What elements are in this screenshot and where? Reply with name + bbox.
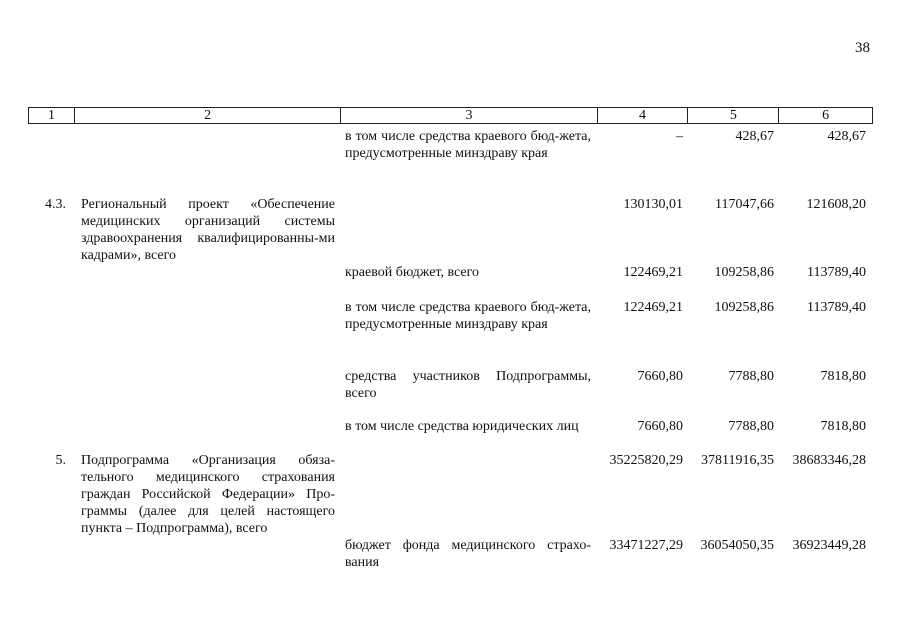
value-col-5: 109258,86 <box>714 265 774 280</box>
funding-source: в том числе средства краевого бюд-жета, предусмотренные минздраву края <box>345 129 591 161</box>
column-header-2: 2 <box>75 108 341 123</box>
funding-source: в том числе средства юридических лиц <box>345 419 579 434</box>
item-number: 4.3. <box>45 197 66 212</box>
funding-source: краевой бюджет, всего <box>345 265 480 280</box>
column-header-4: 4 <box>598 108 689 123</box>
column-header-1: 1 <box>29 108 75 123</box>
value-col-6: 121608,20 <box>806 197 866 212</box>
funding-source: бюджет фонда медицинского страхо-вания <box>345 538 591 570</box>
item-name: Региональный проект «Обеспечение медицинских организаций системы здравоохранения квалифицированны-ми кадрами», всего <box>81 197 335 263</box>
column-header-5: 5 <box>688 108 779 123</box>
value-col-6: 113789,40 <box>807 300 866 315</box>
value-col-5: 7788,80 <box>728 369 774 384</box>
value-col-6: 36923449,28 <box>792 538 866 553</box>
value-col-5: 109258,86 <box>714 300 774 315</box>
value-col-4: 130130,01 <box>623 197 683 212</box>
value-col-4: 35225820,29 <box>609 453 683 468</box>
page-number: 38 <box>855 40 870 56</box>
value-col-4: 122469,21 <box>623 300 683 315</box>
value-col-6: 38683346,28 <box>792 453 866 468</box>
value-col-5: 117047,66 <box>715 197 774 212</box>
funding-source: в том числе средства краевого бюд-жета, предусмотренные минздраву края <box>345 300 591 332</box>
value-col-4: 7660,80 <box>637 369 683 384</box>
value-col-6: 7818,80 <box>820 419 866 434</box>
funding-source: средства участников Подпрограммы, всего <box>345 369 591 401</box>
value-col-4: – <box>676 129 683 144</box>
value-col-4: 7660,80 <box>637 419 683 434</box>
value-col-6: 113789,40 <box>807 265 866 280</box>
column-header-6: 6 <box>822 108 830 123</box>
value-col-6: 7818,80 <box>820 369 866 384</box>
value-col-5: 428,67 <box>735 129 774 144</box>
value-col-4: 33471227,29 <box>609 538 683 553</box>
table-header-row <box>28 107 873 124</box>
column-header-3: 3 <box>341 108 597 123</box>
value-col-4: 122469,21 <box>623 265 683 280</box>
item-name: Подпрограмма «Организация обяза-тельного медицинского страхования граждан Российской Федерации» Про-граммы (далее для целей настоящего пункта – Подпрограмма), всего <box>81 453 335 536</box>
item-number: 5. <box>55 453 66 468</box>
value-col-5: 36054050,35 <box>700 538 774 553</box>
value-col-5: 7788,80 <box>728 419 774 434</box>
value-col-6: 428,67 <box>827 129 866 144</box>
value-col-5: 37811916,35 <box>701 453 774 468</box>
